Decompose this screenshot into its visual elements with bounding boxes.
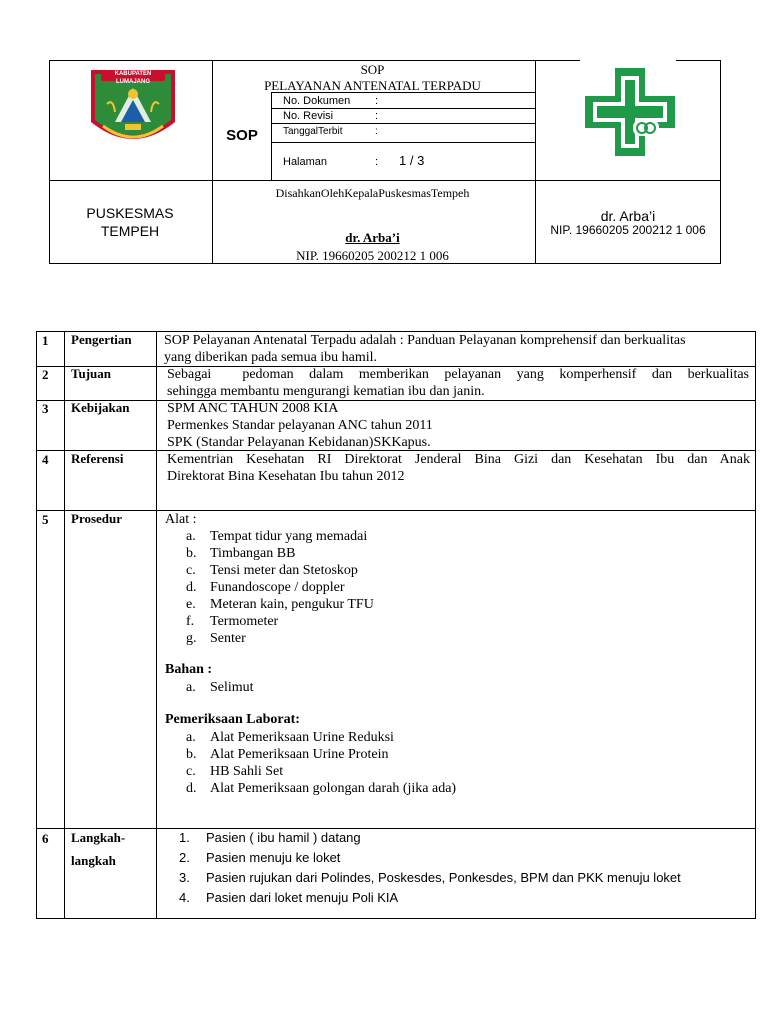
row-label-langkah-1: Langkah- (71, 830, 126, 845)
row-label-prosedur: Prosedur (71, 511, 123, 526)
list-item (186, 729, 746, 746)
list-marker: f. (186, 614, 195, 629)
list-item (186, 630, 746, 647)
list-text: Pasien menuju ke loket (206, 850, 341, 865)
list-marker: 4. (179, 890, 190, 905)
field-no-dokumen (283, 95, 513, 108)
field-tanggal-terbit (283, 126, 513, 138)
list-marker: a. (186, 730, 196, 745)
row-number: 1 (42, 333, 49, 348)
field-label: No. Revisi (283, 110, 334, 122)
policy-item: SPK (Standar Pelayanan Kebidanan)SKKapus. (167, 435, 431, 450)
row-text-referensi-2: Direktorat Bina Kesehatan Ibu tahun 2012 (167, 469, 405, 484)
list-text: Termometer (210, 614, 279, 629)
doc-title-line1: SOP (360, 62, 385, 77)
list-text: Senter (210, 631, 246, 646)
field-label: No. Dokumen (283, 95, 351, 107)
list-text: HB Sahli Set (210, 764, 284, 779)
list-text: Pasien ( ibu hamil ) datang (206, 830, 361, 845)
row-text-tujuan-2: sehingga membantu mengurangi kematian ibu dan janin. (167, 384, 485, 399)
field-label: TanggalTerbit (283, 126, 343, 137)
list-text: Tensi meter dan Stetoskop (210, 563, 358, 578)
steps-list (179, 830, 749, 910)
org-name-line2: TEMPEH (100, 223, 160, 239)
bahan-list (186, 679, 746, 696)
policy-item: SPM ANC TAHUN 2008 KIA (167, 401, 339, 416)
list-marker: d. (186, 580, 197, 595)
right-signer-name: dr. Arba’i (600, 208, 656, 224)
row-number: 6 (42, 831, 49, 846)
row-number: 2 (42, 367, 49, 382)
list-marker: b. (186, 747, 197, 762)
row-text-pengertian-2: yang diberikan pada semua ibu hamil. (164, 350, 378, 365)
list-item (186, 763, 746, 780)
list-item (186, 545, 746, 562)
list-marker: 3. (179, 870, 190, 885)
row-label-kebijakan: Kebijakan (71, 400, 130, 415)
list-item (186, 613, 746, 630)
policy-item: Permenkes Standar pelayanan ANC tahun 2011 (167, 418, 433, 433)
list-text: Pasien dari loket menuju Poli KIA (206, 890, 399, 905)
right-signer-nip: NIP. 19660205 200212 1 006 (550, 223, 706, 237)
row-label-langkah-2: langkah (71, 853, 116, 868)
list-marker: b. (186, 546, 197, 561)
list-marker: g. (186, 631, 197, 646)
row-label-pengertian: Pengertian (71, 332, 132, 347)
list-text: Meteran kain, pengukur TFU (210, 597, 374, 612)
field-sep: : (375, 156, 379, 168)
list-marker: a. (186, 680, 196, 695)
row-number: 5 (42, 512, 49, 527)
list-item (186, 780, 746, 797)
list-marker: e. (186, 597, 196, 612)
list-item (186, 746, 746, 763)
alat-list (186, 528, 746, 647)
list-item (186, 579, 746, 596)
row-number: 4 (42, 452, 49, 467)
field-sep: : (375, 95, 379, 107)
field-sep: : (375, 126, 378, 137)
approved-by: DisahkanOlehKepalaPuskesmasTempeh (275, 186, 470, 200)
org-name-line1: PUSKESMAS (86, 205, 174, 221)
list-item (179, 870, 749, 890)
bahan-title: Bahan : (165, 662, 213, 677)
row-label-tujuan: Tujuan (71, 366, 111, 381)
list-item (186, 562, 746, 579)
list-text: Funandoscope / doppler (210, 580, 345, 595)
row-text-pengertian-1: SOP Pelayanan Antenatal Terpadu adalah : Panduan Pelayanan komprehensif dan berkualitas (164, 333, 686, 348)
list-item (186, 528, 746, 545)
alat-title: Alat : (165, 512, 197, 527)
lumajang-logo (85, 64, 181, 154)
list-marker: a. (186, 529, 196, 544)
list-item (186, 679, 746, 696)
list-marker: d. (186, 781, 197, 796)
row-number: 3 (42, 401, 49, 416)
row-text-referensi-1: Kementrian Kesehatan RI Direktorat Jenderal Bina Gizi dan Kesehatan Ibu dan Anak (167, 452, 750, 467)
row-text-tujuan-1: Sebagai pedoman dalam memberikan pelayanan yang komperhensif dan berkualitas (167, 367, 749, 382)
list-text: Tempat tidur yang memadai (210, 529, 368, 544)
list-text: Alat Pemeriksaan golongan darah (jika ada) (210, 781, 457, 796)
list-item (186, 596, 746, 613)
list-item (179, 850, 749, 870)
field-halaman (283, 154, 523, 169)
list-text: Alat Pemeriksaan Urine Reduksi (210, 730, 394, 745)
sop-label: SOP (226, 127, 258, 144)
signer-nip: NIP. 19660205 200212 1 006 (296, 248, 449, 263)
row-label-referensi: Referensi (71, 451, 124, 466)
lab-title: Pemeriksaan Laborat: (165, 712, 300, 727)
list-marker: 2. (179, 850, 190, 865)
field-value-halaman: 1 / 3 (399, 153, 425, 168)
lab-list (186, 729, 746, 797)
list-text: Alat Pemeriksaan Urine Protein (210, 747, 389, 762)
list-item (179, 890, 749, 910)
list-text: Timbangan BB (210, 546, 296, 561)
doc-title-line2: PELAYANAN ANTENATAL TERPADU (264, 78, 481, 93)
list-item (179, 830, 749, 850)
field-label: Halaman (283, 156, 328, 168)
field-sep: : (375, 110, 379, 122)
field-no-revisi (283, 110, 513, 123)
list-marker: c. (186, 764, 196, 779)
list-marker: c. (186, 563, 196, 578)
list-text: Pasien rujukan dari Polindes, Poskesdes, Ponkesdes, BPM dan PKK menuju loket (206, 870, 681, 885)
list-marker: 1. (179, 830, 190, 845)
logo-text: KABUPATEN LUMAJANG (114, 71, 152, 85)
puskesmas-cross-logo (583, 66, 677, 158)
signer-name: dr. Arba’i (345, 230, 400, 245)
list-text: Selimut (210, 680, 254, 695)
